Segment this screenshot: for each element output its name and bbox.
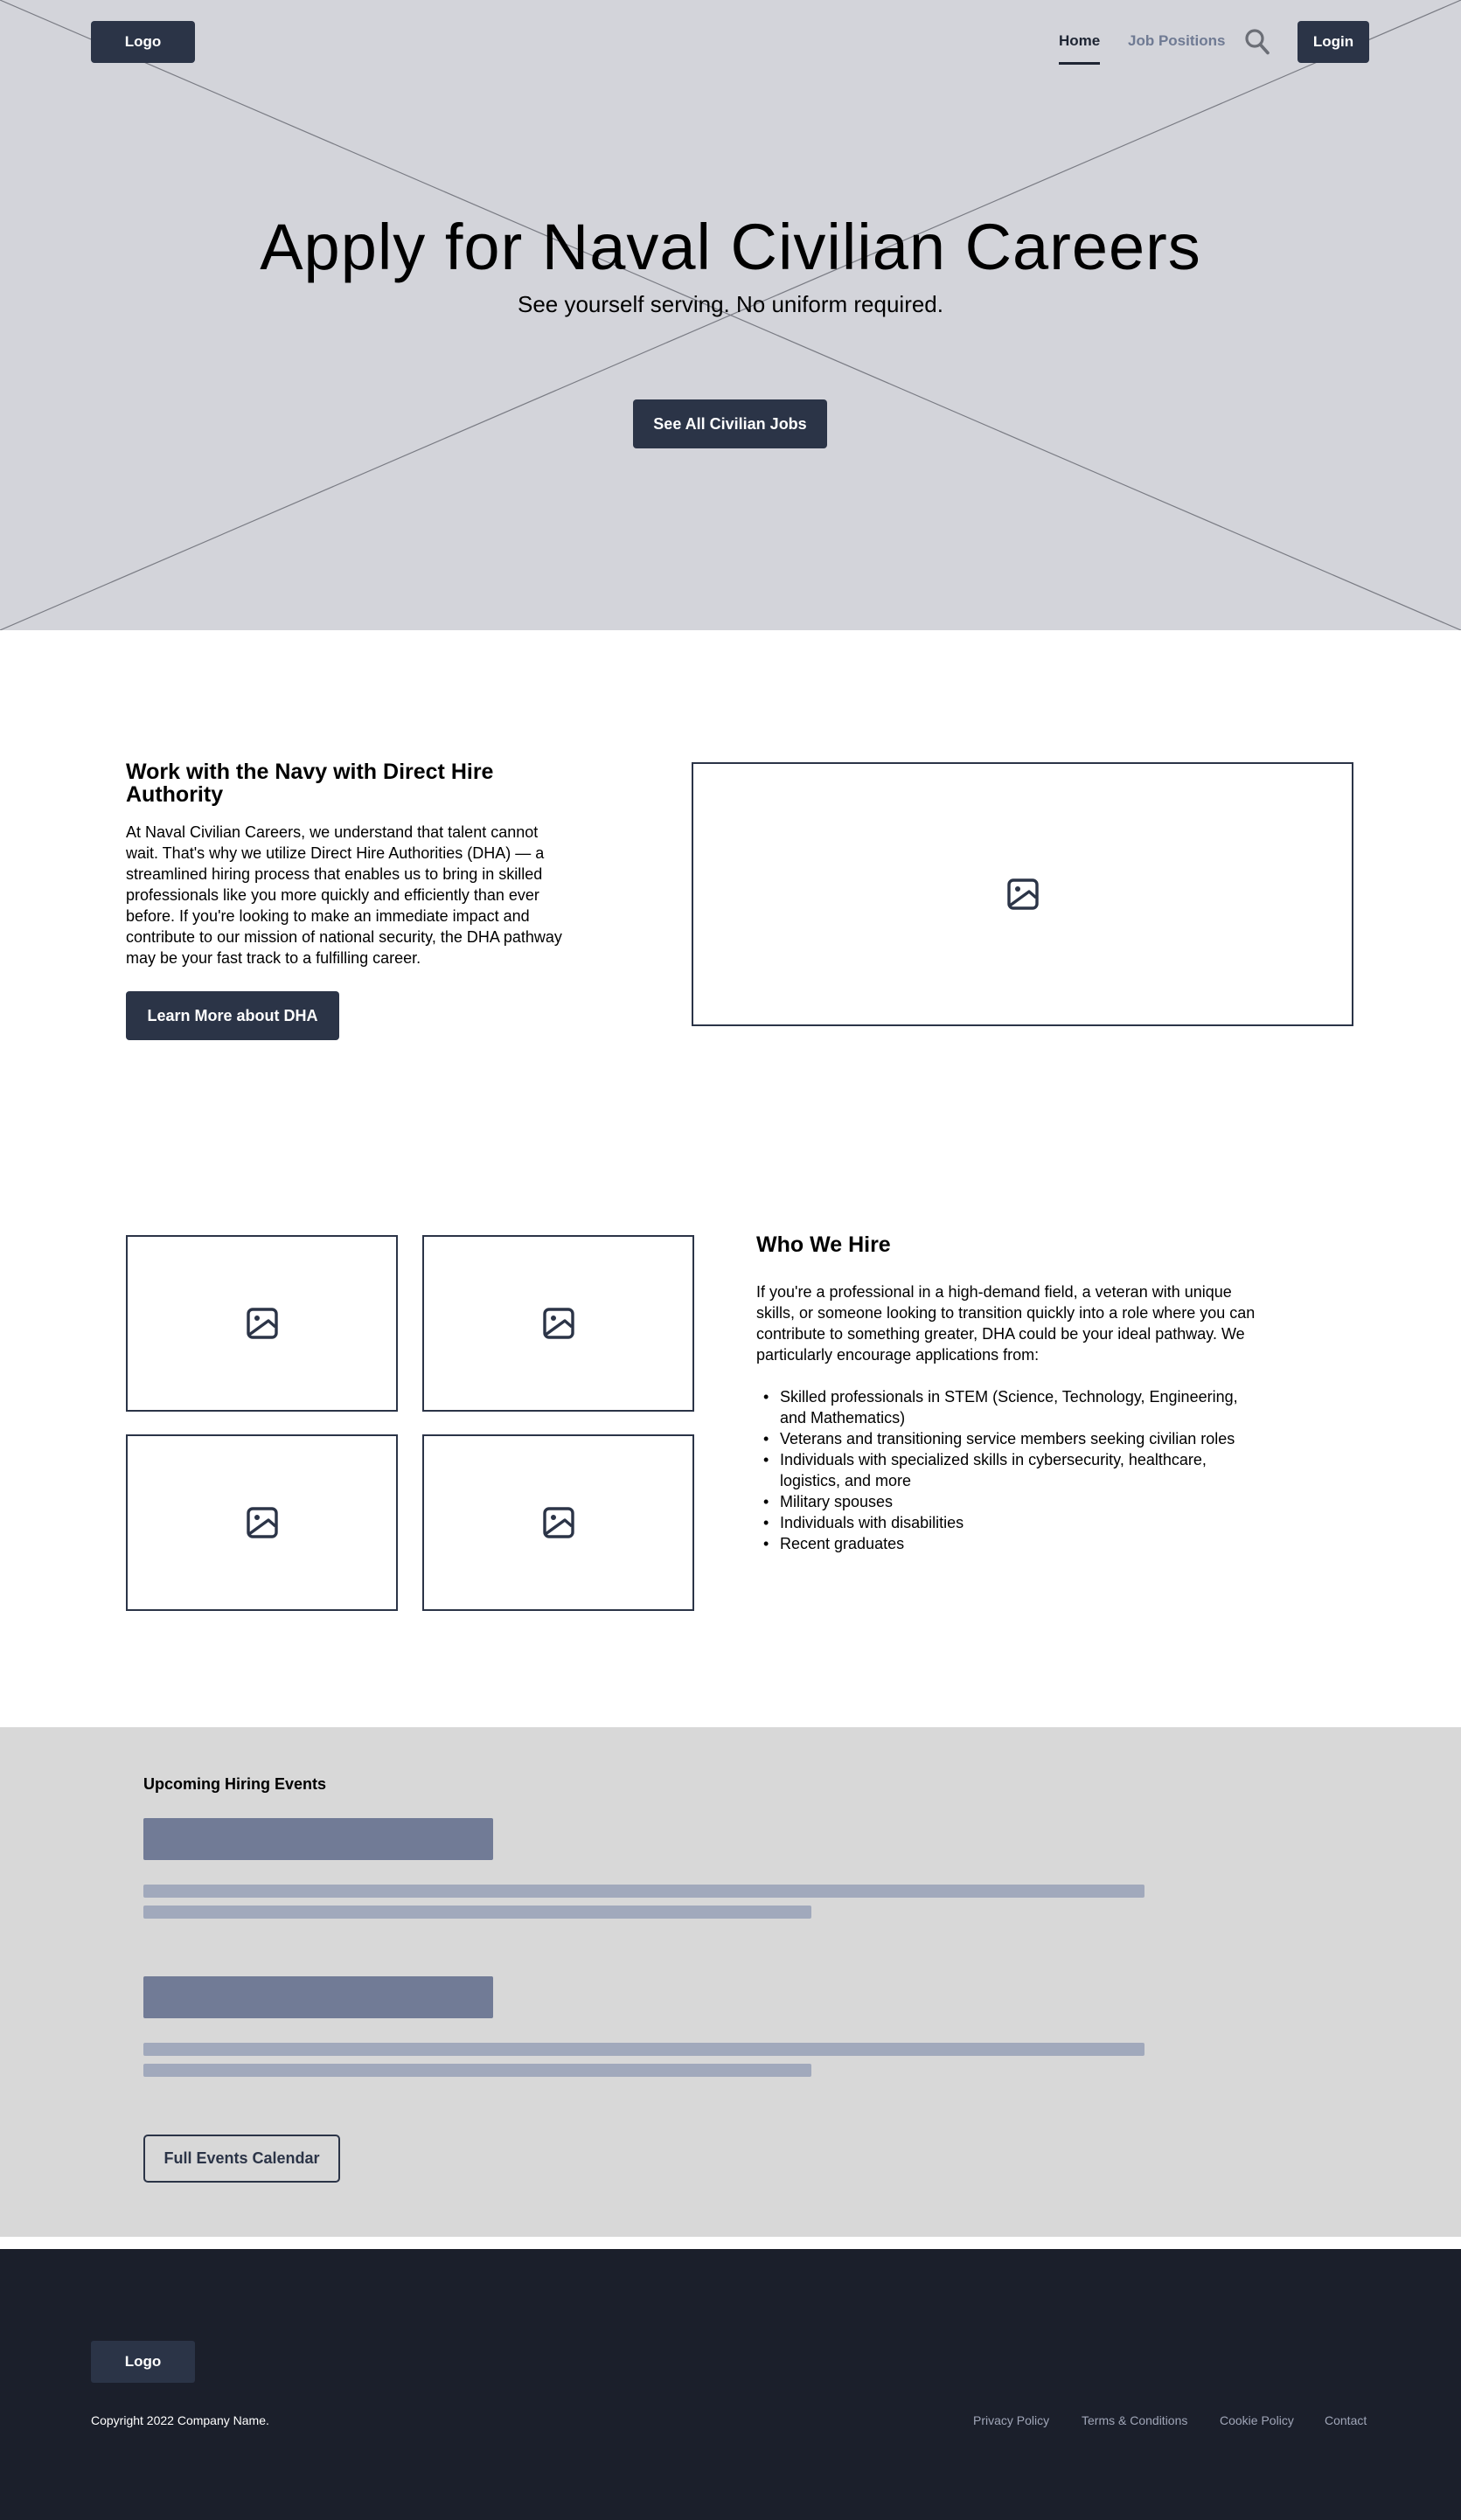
event-text-placeholder — [143, 1906, 811, 1919]
footer — [0, 2249, 1461, 2520]
footer-link-terms-conditions[interactable]: Terms & Conditions — [1082, 2413, 1188, 2427]
hero-subtitle: See yourself serving. No uniform required. — [517, 291, 943, 317]
dha-image-placeholder — [692, 762, 1353, 1026]
dha-body: At Naval Civilian Careers, we understand that talent cannot wait. That's why we utilize Direct Hire Authorities (DHA) — a streamlined hiring process that enables us to bring in skilled professionals like you more quickly and efficiently than ever before. If you're looking to make an immediate impact and contribute to our mission of national security, the DHA pathway may be your fast track to a fulfilling career. — [126, 823, 562, 967]
login-button[interactable]: Login — [1298, 21, 1369, 63]
list-item: • Skilled professionals in STEM (Science, Technology, Engineering, and Mathematics) — [756, 1386, 1263, 1428]
nav-item-job-positions[interactable]: Job Positions — [1128, 32, 1226, 49]
image-icon — [541, 1306, 576, 1341]
footer-link-cookie-policy[interactable]: Cookie Policy — [1220, 2413, 1294, 2427]
footer-link-privacy-policy[interactable]: Privacy Policy — [973, 2413, 1050, 2427]
hire-image-placeholder — [422, 1434, 694, 1611]
hire-image-placeholder — [126, 1235, 398, 1412]
image-icon — [541, 1505, 576, 1540]
copyright-text: Copyright 2022 Company Name. — [91, 2413, 269, 2427]
search-icon[interactable] — [1244, 28, 1270, 56]
hero-title: Apply for Naval Civilian Careers — [260, 211, 1201, 283]
event-title-placeholder — [143, 1818, 493, 1860]
full-events-calendar-button[interactable]: Full Events Calendar — [143, 2135, 340, 2183]
who-we-hire-body: If you're a professional in a high-demand field, a veteran with unique skills, or someone looking to transition quickly into a role where you can contribute to something greater, DHA could be your ideal pathway. We particularly encourage applications from: — [756, 1283, 1256, 1364]
dha-title: Work with the Navy with Direct Hire Authority — [126, 760, 494, 807]
hire-list — [756, 1386, 1263, 1554]
hire-image-placeholder — [422, 1235, 694, 1412]
event-text-placeholder — [143, 2064, 811, 2077]
nav-active-indicator — [1059, 62, 1100, 65]
events-title: Upcoming Hiring Events — [143, 1775, 327, 1793]
list-item: • Recent graduates — [756, 1533, 1263, 1554]
who-we-hire-title: Who We Hire — [756, 1232, 891, 1257]
footer-link-contact[interactable]: Contact — [1325, 2413, 1367, 2427]
image-icon — [1005, 877, 1040, 912]
list-item: • Individuals with disabilities — [756, 1512, 1263, 1533]
list-item: • Individuals with specialized skills in cybersecurity, healthcare, logistics, and more — [756, 1449, 1263, 1491]
event-title-placeholder — [143, 1976, 493, 2018]
list-item: • Military spouses — [756, 1491, 1263, 1512]
nav-item-home[interactable]: Home — [1059, 32, 1101, 49]
image-icon — [245, 1505, 280, 1540]
event-text-placeholder — [143, 2043, 1144, 2056]
see-all-jobs-button[interactable]: See All Civilian Jobs — [633, 399, 827, 448]
event-text-placeholder — [143, 1885, 1144, 1898]
list-item: • Veterans and transitioning service members seeking civilian roles — [756, 1428, 1263, 1449]
hire-image-placeholder — [126, 1434, 398, 1611]
image-icon — [245, 1306, 280, 1341]
footer-logo[interactable]: Logo — [91, 2341, 195, 2383]
learn-more-dha-button[interactable]: Learn More about DHA — [126, 991, 339, 1040]
header-logo[interactable]: Logo — [91, 21, 195, 63]
